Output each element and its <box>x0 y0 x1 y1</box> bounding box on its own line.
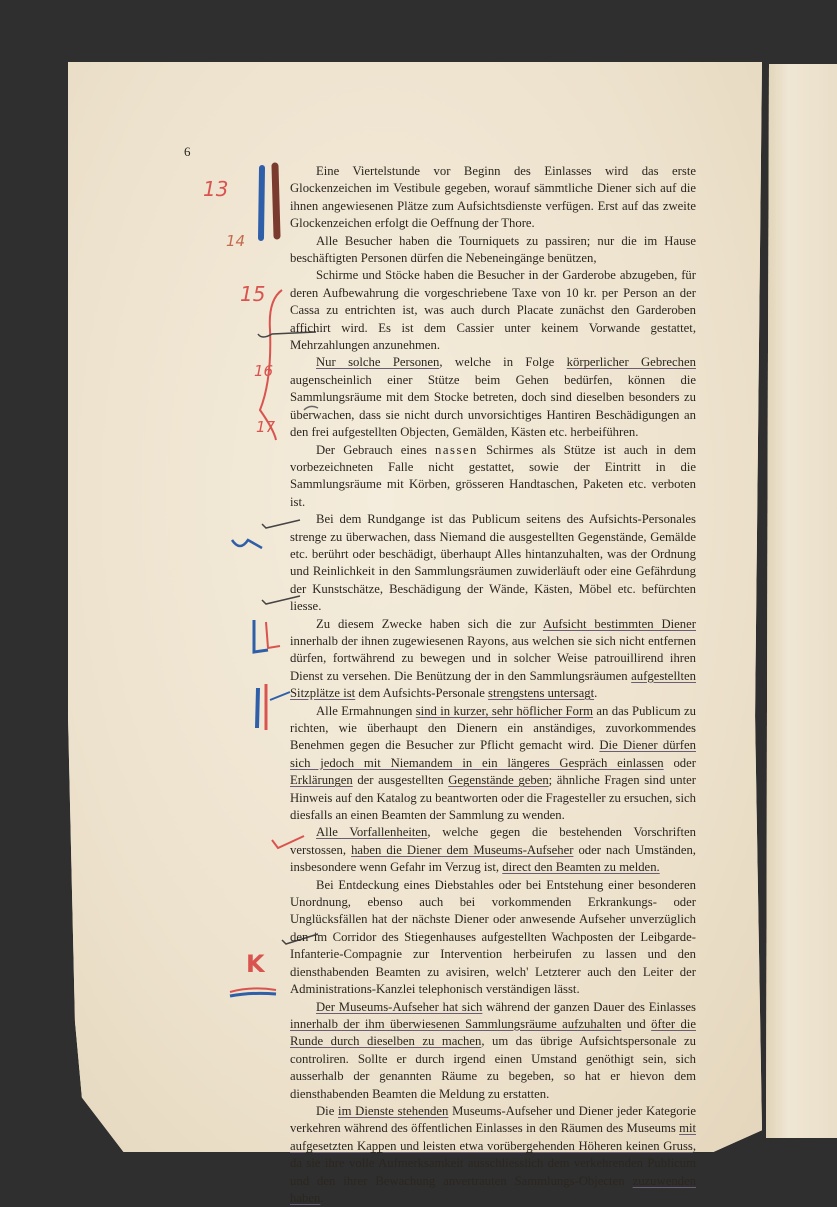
paragraph-4: Nur solche Personen, welche in Folge körperlicher Gebrechen augenscheinlich einer Stütze beim Gehen bedürfen, können die Sammlungsräume mit dem Stocke betreten, doch sind dieselben besonders zu überwachen, dass sie nicht durch unvorsichtiges Hantiren Beschädigungen an den frei aufgestellten Objecten, Gemälden, Kästen etc. herbeiführen. <box>290 355 696 440</box>
paragraph-11: Der Museums-Aufseher hat sich während der ganzen Dauer des Einlasses innerhalb der ihm überwiesenen Sammlungsräume aufzuhalten und öfter die Runde durch dieselben zu machen, um das übrige Aufsichtspersonale zu controliren. Sollte er durch irgend einen Umstand genöthigt sein, sich ausserhalb der genannten Räume zu begeben, so hat er hievon dem diensthabenden Beamten die Meldung zu erstatten. <box>290 999 696 1101</box>
page-number: 6 <box>184 144 191 159</box>
paragraph-6: Bei dem Rundgange ist das Publicum seitens des Aufsichts-Personales strenge zu überwachen, dass Niemand die ausgestellten Gegenstände, Gemälde etc. berührt oder beschädigt, überhaupt Alles hintanzuhalten, was der Ordnung und Reinlichkeit in den Sammlungsräumen zuwiderläuft oder eine Gefährdung der Kunstschätze, Beschädigung der Wände, Kästen, Möbel etc. befürchten liesse. <box>290 512 696 614</box>
margin-number-13: 13 <box>203 177 229 201</box>
paragraph-7: Zu diesem Zwecke haben sich die zur Aufsicht bestimmten Diener innerhalb der ihnen zugewiesenen Rayons, aus welchen sie sich nicht entfernen dürfen, fortwährend zu bewegen und in solcher Weise patrouillirend ihren Dienst zu versehen. Die Benützung der in den Sammlungsräumen aufgestellten Sitzplätze ist dem Aufsichts-Personale strengstens untersagt. <box>290 616 696 701</box>
margin-number-14: 14 <box>226 232 246 250</box>
paragraph-10: Bei Entdeckung eines Diebstahles oder bei Entstehung einer besonderen Unordnung, ebenso auch bei vorkommenden Erkrankungs- oder Unglücksfällen hat der nächste Diener oder anwesende Aufseher unverzüglich den im Corridor des Stiegenhauses aufgestellten Wachposten der Leibgarde-Infanterie-Compagnie zur Intervention herbeirufen zu lassen und den diensthabenden Beamten zu avisiren, welch' Letzterer auch den Leiter der Administrations-Kanzlei telephonisch verständigen lässt. <box>290 877 696 997</box>
paragraph-5: Der Gebrauch eines nassen Schirmes als Stütze ist auch in dem vorbezeichneten Falle nicht gestattet, sowie der Eintritt in die Sammlungsräume mit Körben, grösseren Handtaschen, Paketen etc. verboten ist. <box>290 442 696 509</box>
adjacent-page-edge <box>766 64 837 1138</box>
margin-k-mark: K <box>246 950 265 978</box>
paragraph-8: Alle Ermahnungen sind in kurzer, sehr höflicher Form an das Publicum zu richten, wie überhaupt den Dienern ein anständiges, zuvorkommendes Benehmen gegen die Besucher zur Pflicht gemacht wird. Die Diener dürfen sich jedoch mit Niemandem in ein längeres Gespräch einlassen oder Erklärungen der ausgestellten Gegenstände geben; ähnliche Fragen sind unter Hinweis auf den Katalog zu beantworten oder die Fragesteller zu ersuchen, sich diesfalls an einen Beamten der Sammlung zu wenden. <box>290 703 697 823</box>
paragraph-1: Eine Viertelstunde vor Beginn des Einlasses wird das erste Glockenzeichen im Vestibule gegeben, worauf sämmtliche Diener sich auf die ihnen angewiesenen Plätze zum Aufsichtsdienste verfügen. Erst auf das zweite Glockenzeichen erfolgt die Oeffnung der Thore. <box>290 164 696 231</box>
paragraph-2: Alle Besucher haben die Tourniquets zu passiren; nur die im Hause beschäftigten Personen dürfen die Nebeneingänge benützen, <box>290 233 696 266</box>
body-text <box>290 163 696 1207</box>
margin-number-17: 17 <box>256 418 276 436</box>
paragraph-9: Alle Vorfallenheiten, welche gegen die bestehenden Vorschriften verstossen, haben die Diener dem Museums-Aufseher oder nach Umständen, insbesondere wenn Gefahr im Verzug ist, direct den Beamten zu melden. <box>290 825 696 875</box>
paragraph-12: Die im Dienste stehenden Museums-Aufseher und Diener jeder Kategorie verkehren während des öffentlichen Einlasses in den Räumen des Museums mit aufgesetzten Kappen und leisten etwa vorübergehenden Höheren keinen Gruss, da sie ihre volle Aufmerksamkeit ausschliesslich dem verkehrenden Publicum und den ihrer Bewachung anvertrauten Sammlungs-Objecten zuzuwenden haben. <box>290 1103 696 1205</box>
margin-number-15: 15 <box>240 282 266 306</box>
margin-number-16: 16 <box>254 362 274 380</box>
paragraph-3: Schirme und Stöcke haben die Besucher in der Garderobe abzugeben, für deren Aufbewahrung die vorgeschriebene Taxe von 10 kr. per Person an der Cassa zu entrichten ist, was auch durch Placate zunächst den Garderoben affichirt wird. Es ist dem Cassier unter keinem Vorwande gestattet, Mehrzahlungen anzunehmen. <box>290 268 696 353</box>
